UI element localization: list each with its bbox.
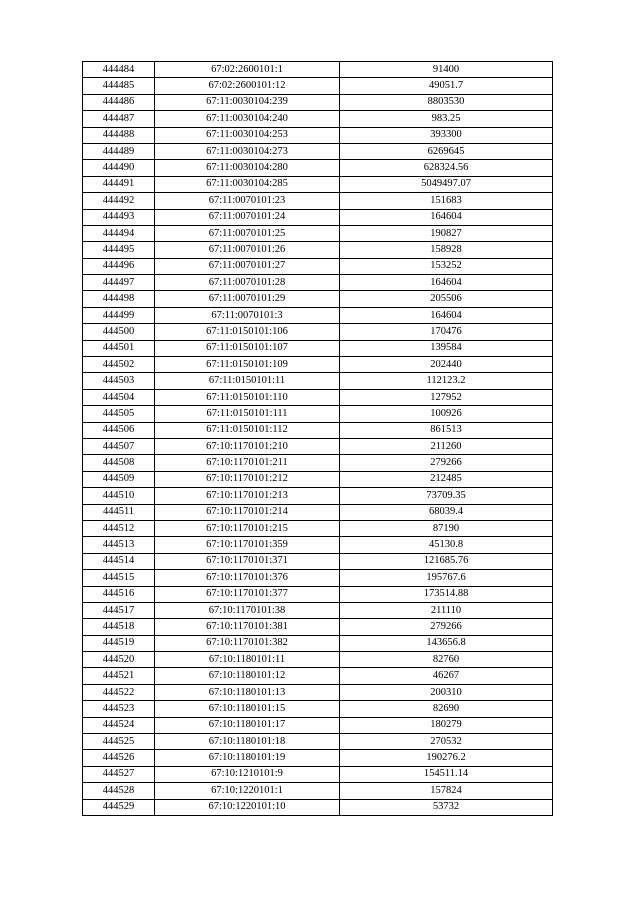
- value-cell: 164604: [340, 275, 553, 291]
- table-row: [83, 111, 553, 127]
- cadastral-number-cell: 67:11:0070101:25: [155, 225, 340, 241]
- value-cell: 158928: [340, 242, 553, 258]
- table-row: [83, 668, 553, 684]
- row-number-cell: 444498: [83, 291, 155, 307]
- cadastral-number-cell: 67:10:1170101:382: [155, 635, 340, 651]
- value-cell: 983.25: [340, 111, 553, 127]
- value-cell: 861513: [340, 422, 553, 438]
- row-number-cell: 444499: [83, 307, 155, 323]
- value-cell: 87190: [340, 520, 553, 536]
- cadastral-number-cell: 67:10:1210101:9: [155, 766, 340, 782]
- table-row: [83, 766, 553, 782]
- table-body: [83, 62, 553, 816]
- cadastral-number-cell: 67:11:0150101:107: [155, 340, 340, 356]
- value-cell: 143656.8: [340, 635, 553, 651]
- table-row: [83, 406, 553, 422]
- table-row: [83, 619, 553, 635]
- cadastral-number-cell: 67:11:0030104:239: [155, 94, 340, 110]
- value-cell: 139584: [340, 340, 553, 356]
- row-number-cell: 444495: [83, 242, 155, 258]
- table-row: [83, 471, 553, 487]
- row-number-cell: 444504: [83, 389, 155, 405]
- value-cell: 91400: [340, 62, 553, 78]
- row-number-cell: 444501: [83, 340, 155, 356]
- row-number-cell: 444520: [83, 652, 155, 668]
- table-row: [83, 586, 553, 602]
- value-cell: 164604: [340, 209, 553, 225]
- value-cell: 157824: [340, 783, 553, 799]
- row-number-cell: 444517: [83, 602, 155, 618]
- value-cell: 46267: [340, 668, 553, 684]
- row-number-cell: 444514: [83, 553, 155, 569]
- row-number-cell: 444491: [83, 176, 155, 192]
- row-number-cell: 444487: [83, 111, 155, 127]
- table-row: [83, 652, 553, 668]
- row-number-cell: 444496: [83, 258, 155, 274]
- value-cell: 393300: [340, 127, 553, 143]
- cadastral-number-cell: 67:10:1170101:381: [155, 619, 340, 635]
- cadastral-number-cell: 67:10:1170101:371: [155, 553, 340, 569]
- value-cell: 190276.2: [340, 750, 553, 766]
- cadastral-number-cell: 67:10:1170101:212: [155, 471, 340, 487]
- row-number-cell: 444525: [83, 734, 155, 750]
- row-number-cell: 444503: [83, 373, 155, 389]
- table-row: [83, 275, 553, 291]
- row-number-cell: 444523: [83, 701, 155, 717]
- cadastral-number-cell: 67:10:1180101:15: [155, 701, 340, 717]
- row-number-cell: 444529: [83, 799, 155, 815]
- table-row: [83, 209, 553, 225]
- cadastral-number-cell: 67:10:1220101:1: [155, 783, 340, 799]
- table-row: [83, 717, 553, 733]
- table-row: [83, 340, 553, 356]
- cadastral-number-cell: 67:11:0150101:111: [155, 406, 340, 422]
- row-number-cell: 444493: [83, 209, 155, 225]
- table-row: [83, 373, 553, 389]
- value-cell: 279266: [340, 619, 553, 635]
- table-row: [83, 455, 553, 471]
- value-cell: 154511.14: [340, 766, 553, 782]
- cadastral-number-cell: 67:11:0150101:106: [155, 324, 340, 340]
- cadastral-number-cell: 67:11:0070101:3: [155, 307, 340, 323]
- row-number-cell: 444522: [83, 684, 155, 700]
- cadastral-number-cell: 67:11:0150101:109: [155, 357, 340, 373]
- row-number-cell: 444527: [83, 766, 155, 782]
- table-row: [83, 242, 553, 258]
- value-cell: 164604: [340, 307, 553, 323]
- cadastral-number-cell: 67:10:1220101:10: [155, 799, 340, 815]
- row-number-cell: 444506: [83, 422, 155, 438]
- value-cell: 6269645: [340, 143, 553, 159]
- value-cell: 211260: [340, 438, 553, 454]
- row-number-cell: 444492: [83, 193, 155, 209]
- table-row: [83, 520, 553, 536]
- value-cell: 202440: [340, 357, 553, 373]
- value-cell: 180279: [340, 717, 553, 733]
- row-number-cell: 444507: [83, 438, 155, 454]
- value-cell: 173514.88: [340, 586, 553, 602]
- row-number-cell: 444500: [83, 324, 155, 340]
- cadastral-number-cell: 67:11:0030104:273: [155, 143, 340, 159]
- table-row: [83, 783, 553, 799]
- row-number-cell: 444516: [83, 586, 155, 602]
- cadastral-number-cell: 67:10:1180101:17: [155, 717, 340, 733]
- value-cell: 49051.7: [340, 78, 553, 94]
- value-cell: 5049497.07: [340, 176, 553, 192]
- cadastral-number-cell: 67:11:0030104:253: [155, 127, 340, 143]
- value-cell: 82690: [340, 701, 553, 717]
- cadastral-number-cell: 67:10:1170101:213: [155, 488, 340, 504]
- cadastral-number-cell: 67:11:0070101:24: [155, 209, 340, 225]
- cadastral-number-cell: 67:11:0150101:110: [155, 389, 340, 405]
- row-number-cell: 444505: [83, 406, 155, 422]
- cadastral-number-cell: 67:10:1170101:377: [155, 586, 340, 602]
- row-number-cell: 444510: [83, 488, 155, 504]
- table-row: [83, 143, 553, 159]
- cadastral-number-cell: 67:11:0070101:26: [155, 242, 340, 258]
- value-cell: 82760: [340, 652, 553, 668]
- value-cell: 45130.8: [340, 537, 553, 553]
- table-row: [83, 537, 553, 553]
- row-number-cell: 444509: [83, 471, 155, 487]
- row-number-cell: 444486: [83, 94, 155, 110]
- row-number-cell: 444515: [83, 570, 155, 586]
- table-row: [83, 553, 553, 569]
- cadastral-number-cell: 67:11:0070101:23: [155, 193, 340, 209]
- row-number-cell: 444524: [83, 717, 155, 733]
- value-cell: 100926: [340, 406, 553, 422]
- cadastral-number-cell: 67:11:0030104:280: [155, 160, 340, 176]
- table-row: [83, 357, 553, 373]
- table-row: [83, 94, 553, 110]
- row-number-cell: 444502: [83, 357, 155, 373]
- value-cell: 200310: [340, 684, 553, 700]
- row-number-cell: 444489: [83, 143, 155, 159]
- row-number-cell: 444485: [83, 78, 155, 94]
- cadastral-number-cell: 67:10:1170101:215: [155, 520, 340, 536]
- cadastral-number-cell: 67:10:1180101:12: [155, 668, 340, 684]
- table-row: [83, 78, 553, 94]
- cadastral-number-cell: 67:10:1170101:211: [155, 455, 340, 471]
- row-number-cell: 444488: [83, 127, 155, 143]
- table-row: [83, 324, 553, 340]
- table-row: [83, 389, 553, 405]
- value-cell: 195767.6: [340, 570, 553, 586]
- value-cell: 170476: [340, 324, 553, 340]
- cadastral-number-cell: 67:11:0070101:28: [155, 275, 340, 291]
- table-row: [83, 258, 553, 274]
- value-cell: 212485: [340, 471, 553, 487]
- table-row: [83, 488, 553, 504]
- value-cell: 628324.56: [340, 160, 553, 176]
- table-row: [83, 684, 553, 700]
- table-row: [83, 291, 553, 307]
- value-cell: 68039.4: [340, 504, 553, 520]
- row-number-cell: 444526: [83, 750, 155, 766]
- cadastral-number-cell: 67:10:1170101:376: [155, 570, 340, 586]
- cadastral-number-cell: 67:11:0150101:11: [155, 373, 340, 389]
- table-row: [83, 127, 553, 143]
- table-row: [83, 307, 553, 323]
- cadastral-number-cell: 67:11:0030104:285: [155, 176, 340, 192]
- value-cell: 53732: [340, 799, 553, 815]
- table-row: [83, 734, 553, 750]
- table-row: [83, 504, 553, 520]
- row-number-cell: 444508: [83, 455, 155, 471]
- value-cell: 270532: [340, 734, 553, 750]
- row-number-cell: 444494: [83, 225, 155, 241]
- table-row: [83, 225, 553, 241]
- row-number-cell: 444512: [83, 520, 155, 536]
- cadastral-number-cell: 67:11:0150101:112: [155, 422, 340, 438]
- value-cell: 112123.2: [340, 373, 553, 389]
- value-cell: 151683: [340, 193, 553, 209]
- row-number-cell: 444497: [83, 275, 155, 291]
- row-number-cell: 444528: [83, 783, 155, 799]
- data-table: [82, 61, 553, 816]
- row-number-cell: 444521: [83, 668, 155, 684]
- cadastral-number-cell: 67:10:1180101:13: [155, 684, 340, 700]
- table-row: [83, 635, 553, 651]
- cadastral-number-cell: 67:10:1170101:359: [155, 537, 340, 553]
- row-number-cell: 444484: [83, 62, 155, 78]
- table-row: [83, 750, 553, 766]
- value-cell: 211110: [340, 602, 553, 618]
- cadastral-number-cell: 67:02:2600101:1: [155, 62, 340, 78]
- row-number-cell: 444511: [83, 504, 155, 520]
- value-cell: 153252: [340, 258, 553, 274]
- table-row: [83, 799, 553, 815]
- cadastral-number-cell: 67:10:1170101:210: [155, 438, 340, 454]
- table-row: [83, 701, 553, 717]
- cadastral-number-cell: 67:02:2600101:12: [155, 78, 340, 94]
- value-cell: 127952: [340, 389, 553, 405]
- cadastral-number-cell: 67:10:1180101:19: [155, 750, 340, 766]
- table-row: [83, 62, 553, 78]
- row-number-cell: 444519: [83, 635, 155, 651]
- value-cell: 190827: [340, 225, 553, 241]
- cadastral-number-cell: 67:10:1170101:38: [155, 602, 340, 618]
- row-number-cell: 444490: [83, 160, 155, 176]
- table-row: [83, 176, 553, 192]
- cadastral-number-cell: 67:10:1180101:11: [155, 652, 340, 668]
- row-number-cell: 444518: [83, 619, 155, 635]
- table-row: [83, 438, 553, 454]
- row-number-cell: 444513: [83, 537, 155, 553]
- value-cell: 121685.76: [340, 553, 553, 569]
- table-row: [83, 160, 553, 176]
- table-row: [83, 602, 553, 618]
- value-cell: 73709.35: [340, 488, 553, 504]
- value-cell: 279266: [340, 455, 553, 471]
- cadastral-number-cell: 67:11:0070101:29: [155, 291, 340, 307]
- table-row: [83, 422, 553, 438]
- value-cell: 205506: [340, 291, 553, 307]
- table-row: [83, 193, 553, 209]
- cadastral-number-cell: 67:11:0070101:27: [155, 258, 340, 274]
- cadastral-number-cell: 67:11:0030104:240: [155, 111, 340, 127]
- cadastral-number-cell: 67:10:1180101:18: [155, 734, 340, 750]
- value-cell: 8803530: [340, 94, 553, 110]
- cadastral-number-cell: 67:10:1170101:214: [155, 504, 340, 520]
- table-row: [83, 570, 553, 586]
